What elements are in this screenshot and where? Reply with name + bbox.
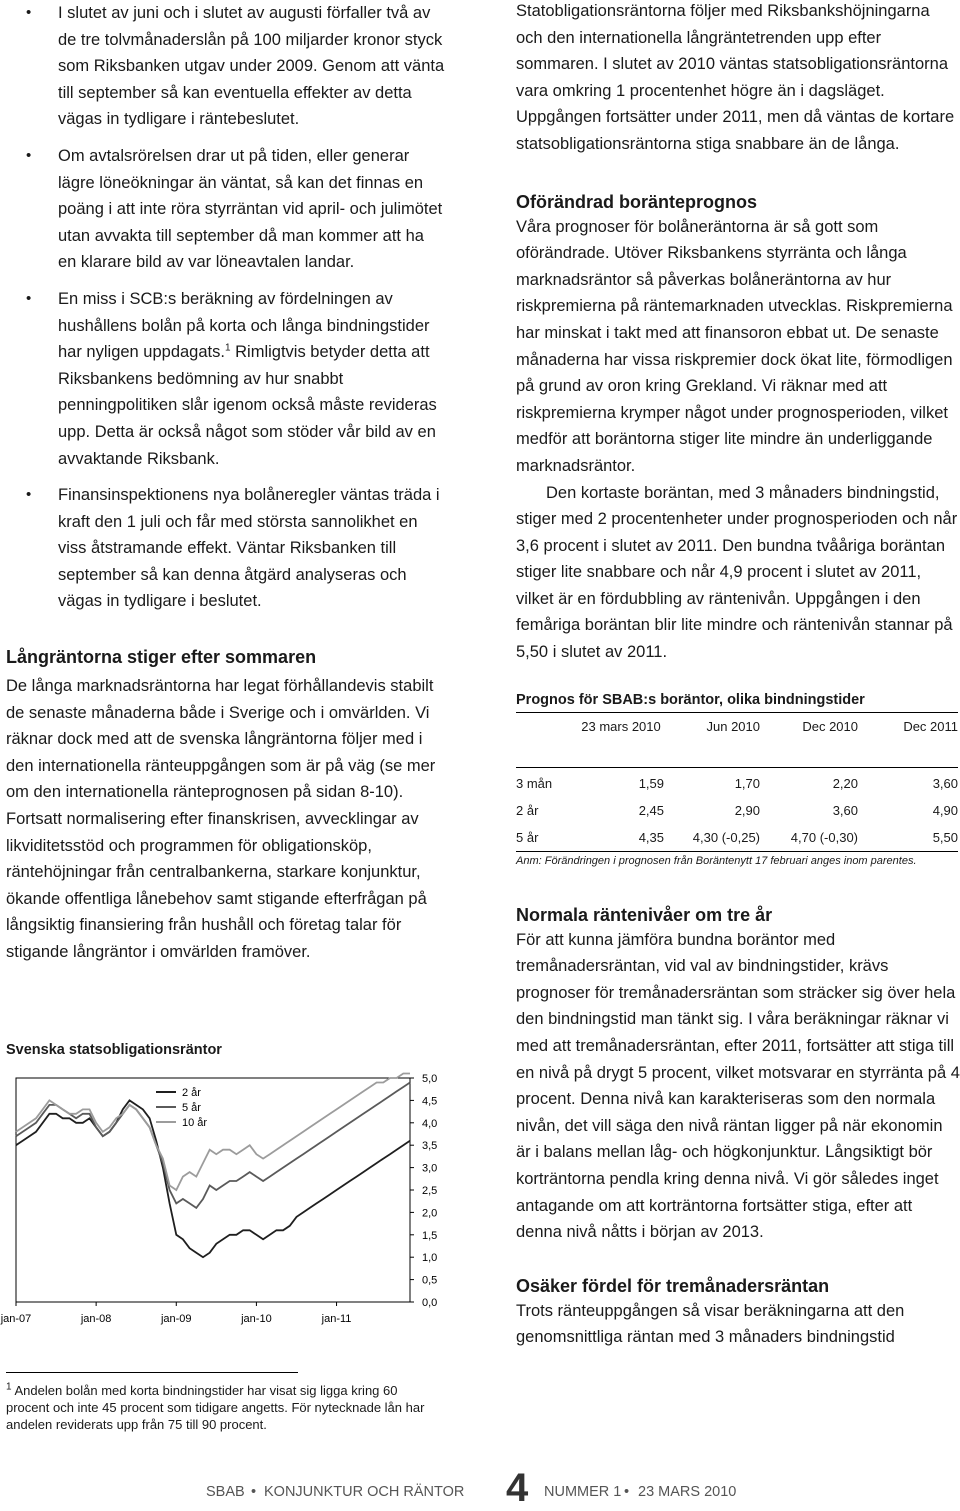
y-tick-label: 3,5 bbox=[422, 1140, 438, 1153]
y-tick-label: 0,0 bbox=[422, 1297, 438, 1309]
paragraph: Den kortaste boräntan, med 3 månaders bindningstid, stiger med 2 procentenheter under prognosperioden och når 3,6 procent i slutet av 2011. Den bundna tvååriga boräntan stiger lite snabbare och når 4,9 procent i slutet av 2011, vilket är en fördubbling av räntenivån. Uppgången i den femåriga boräntan blir lite mindre och räntenivån stannar på 5,50 i slutet av 2011. bbox=[516, 483, 958, 662]
heading-boranteprognos: Oförändrad boränteprognos bbox=[516, 191, 758, 212]
table-cell: 4,70 (-0,30) bbox=[790, 829, 858, 845]
bullet-item: • Om avtalsrörelsen drar ut på tiden, eller generar lägre löneökningar än väntat, så kan det finnas en poäng i att inte röra styrräntan vid april- och julimötet utan avvakta till september då man kommer att ha en klarare bild av var löneavtalen landar. bbox=[6, 143, 446, 276]
y-tick-label: 4,0 bbox=[422, 1117, 438, 1130]
table-header: 23 mars 2010 bbox=[581, 718, 661, 734]
y-tick-label: 0,5 bbox=[422, 1274, 438, 1287]
series-line-10-år bbox=[16, 1074, 410, 1191]
footnote-rule bbox=[6, 1372, 298, 1373]
section-heading: Långräntorna stiger efter sommaren bbox=[6, 647, 317, 668]
footnote bbox=[6, 1382, 436, 1433]
y-tick-label: 1,0 bbox=[422, 1252, 438, 1265]
y-tick-label: 2,0 bbox=[422, 1207, 438, 1220]
paragraph: Våra prognoser för bolåneräntorna är så gott som oförändrade. Utöver Riksbankens styrränta och långa marknadsräntor så påverkas bolåneräntorna av hur riskpremierna på räntemarknaden utvecklas. Riskpremierna har minskat i takt med att finansoron ebbat ut. De senaste månaderna har vissa riskpremier dock ökat lite, förmodligen på grund av oron kring Grekland. Vi räknar med att riskpremierna krymper något under prognosperioden, vilket medför att boräntorna stiger lite mindre än underliggande marknadsräntor. bbox=[516, 217, 953, 475]
bullet-text: Rimligtvis betyder detta att Riksbankens bedömning av hur snabbt penningpolitiken slår igenom också måste revideras upp. Detta är också något som stöder vår bild av en avvaktande Riksbank. bbox=[58, 343, 437, 468]
series-line-5-år bbox=[16, 1083, 410, 1208]
table-cell: 1,70 bbox=[734, 775, 760, 791]
y-tick-label: 4,5 bbox=[422, 1095, 438, 1108]
table-cell: 3,60 bbox=[932, 775, 958, 791]
table-cell: 5,50 bbox=[932, 829, 958, 845]
table-header bbox=[516, 713, 578, 768]
footer-date: 23 MARS 2010 bbox=[638, 1484, 737, 1500]
table-cell: 2,45 bbox=[638, 802, 664, 818]
table-header: Jun 2010 bbox=[706, 718, 760, 734]
intro-paragraph: Statobligationsräntorna följer med Riksbankshöjningarna och den internationella långräntetrenden upp efter sommaren. I slutet av 2010 väntas statsobligationsräntorna vara omkring 1 procentenhet högre än i dagsläget. Uppgången fortsätter under 2011, men då väntas de kortare statsobligationsräntorna stiga snabbare än de långa. bbox=[516, 2, 955, 153]
footer-title: KONJUNKTUR OCH RÄNTOR bbox=[264, 1484, 465, 1500]
x-tick-label: jan-11 bbox=[321, 1313, 352, 1325]
series-line-2-år bbox=[16, 1100, 410, 1257]
footer-brand: SBAB bbox=[206, 1484, 245, 1500]
table-cell: 4,35 bbox=[638, 829, 664, 845]
legend-label: 2 år bbox=[182, 1087, 201, 1099]
table-cell: 2,20 bbox=[832, 775, 858, 791]
legend-label: 10 år bbox=[182, 1117, 208, 1129]
section-paragraph: De långa marknadsräntorna har legat förhållandevis stabilt de senaste månaderna både i Sverige och i omvärlden. Vi räknar dock med att de svenska långräntorna följer med i den internationella ränteuppgången som är på väg (se mer om den internationella ränteprognosen på sidan 8-10). Fortsatt normalisering efter finanskrisen, avvecklingar av likviditetsstöd och programmen för obligationsköp, räntehöjningar från centralbankerna, starkare konjunktur, ökande offentliga lånebehov samt stigande efterfrågan på långsiktig finansiering från hushåll och företag talar för stigande långräntor i omvärlden framöver. bbox=[6, 677, 436, 961]
chart-frame bbox=[16, 1078, 410, 1302]
table-note: Anm: Förändringen i prognosen från Boräntenytt 17 februari anges inom parentes. bbox=[516, 854, 917, 867]
y-tick-label: 3,0 bbox=[422, 1162, 438, 1175]
chart-plot bbox=[0, 1066, 446, 1336]
table-cell: 3,60 bbox=[832, 802, 858, 818]
table-header: Dec 2010 bbox=[802, 718, 858, 734]
x-tick-label: jan-10 bbox=[241, 1313, 272, 1325]
chart-title: Svenska statsobligationsräntor bbox=[6, 1042, 222, 1058]
bullet-list bbox=[6, 0, 446, 615]
table-cell: 1,59 bbox=[638, 775, 664, 791]
heading-normala-rantenivaer: Normala räntenivåer om tre år bbox=[516, 904, 773, 925]
forecast-table bbox=[516, 713, 958, 851]
rates-chart bbox=[0, 1042, 446, 1342]
legend-label: 5 år bbox=[182, 1102, 201, 1114]
table-header-row bbox=[516, 713, 958, 768]
table-row bbox=[516, 797, 958, 824]
footer-separator: • bbox=[624, 1484, 630, 1500]
x-tick-label: jan-08 bbox=[80, 1313, 112, 1325]
table-cell: 5 år bbox=[516, 829, 539, 845]
table-cell: 4,90 bbox=[932, 802, 958, 818]
x-tick-label: jan-07 bbox=[0, 1313, 32, 1325]
table-rule bbox=[516, 851, 958, 852]
table-cell: 4,30 (-0,25) bbox=[692, 829, 760, 845]
table-cell: 3 mån bbox=[516, 775, 553, 791]
table-row bbox=[516, 824, 958, 851]
bullet-item bbox=[6, 286, 446, 472]
footer-issue: NUMMER 1 bbox=[544, 1484, 622, 1500]
table-header: Dec 2011 bbox=[903, 718, 958, 734]
heading-osaker-fordel: Osäker fördel för tremånadersräntan bbox=[516, 1275, 830, 1296]
y-tick-label: 5,0 bbox=[422, 1073, 438, 1085]
paragraph: För att kunna jämföra bundna boräntor med tremånadersräntan, vid val av bindningstider, krävs prognoser för tremånadersräntan som sträcker sig över hela den bindningstid man tänkt sig. I våra beräkningar räknar vi med att tremånadersräntan, efter 2011, fortsätter att stiga till en nivå på drygt 5 procent, vilket motsvarar en styrränta på 4 procent. Denna nivå kan karakteriseras som den normala nivån, det vill säga den nivå räntan ligger på när ekonomin är i balans mellan låg- och högkonjunktur. Långsiktigt bör korträntorna pendla kring denna nivå. Vi gör således inget antagande om att korträntorna fortsätter stiga, efter att denna nivå nåtts i början av 2013. bbox=[516, 930, 960, 1242]
table-title: Prognos för SBAB:s boräntor, olika bindningstider bbox=[516, 691, 865, 708]
page-footer bbox=[206, 1466, 766, 1510]
x-tick-label: jan-09 bbox=[160, 1313, 192, 1325]
bullet-text: En miss i SCB:s beräkning av fördelningen av hushållens bolån på korta och långa bindningstider har nyligen uppdagats. bbox=[58, 289, 430, 362]
footnote-number: 1 bbox=[6, 1381, 12, 1393]
bullet-item: • I slutet av juni och i slutet av augusti förfaller två av de tre tolvmånaderslån på 100 miljarder kronor styck som Riksbanken utgav under 2009. Genom att vänta till september så kan eventuella effekter av detta vägas in tydligare i räntebeslutet. bbox=[6, 0, 446, 133]
bullet-item: • Finansinspektionens nya bolåneregler väntas träda i kraft den 1 juli och får med största sannolikhet en viss åtstramande effekt. Väntar Riksbanken till september så kan denna åtgärd analyseras och vägas in tydligare i beslutet. bbox=[6, 482, 446, 615]
right-column bbox=[516, 0, 960, 1351]
table-cell: 2,90 bbox=[734, 802, 760, 818]
paragraph: Trots ränteuppgången så visar beräkningarna att den genomsnittliga räntan med 3 månaders bindningstid bbox=[516, 1301, 905, 1347]
footer-page-number: 4 bbox=[506, 1466, 529, 1510]
y-tick-label: 1,5 bbox=[422, 1229, 438, 1242]
table-cell: 2 år bbox=[516, 802, 539, 818]
footnote-text: Andelen bolån med korta bindningstider har visat sig ligga kring 60 procent och inte 45 procent som tidigare angetts. För nytecknade lån har andelen reviderats upp från 75 till 90 procent. bbox=[6, 1383, 425, 1432]
left-column bbox=[6, 0, 446, 966]
y-tick-label: 2,5 bbox=[422, 1185, 438, 1197]
forecast-table-block bbox=[516, 692, 960, 867]
footer-separator: • bbox=[251, 1484, 257, 1500]
footnote-ref: 1 bbox=[224, 342, 231, 354]
table-row bbox=[516, 770, 958, 797]
